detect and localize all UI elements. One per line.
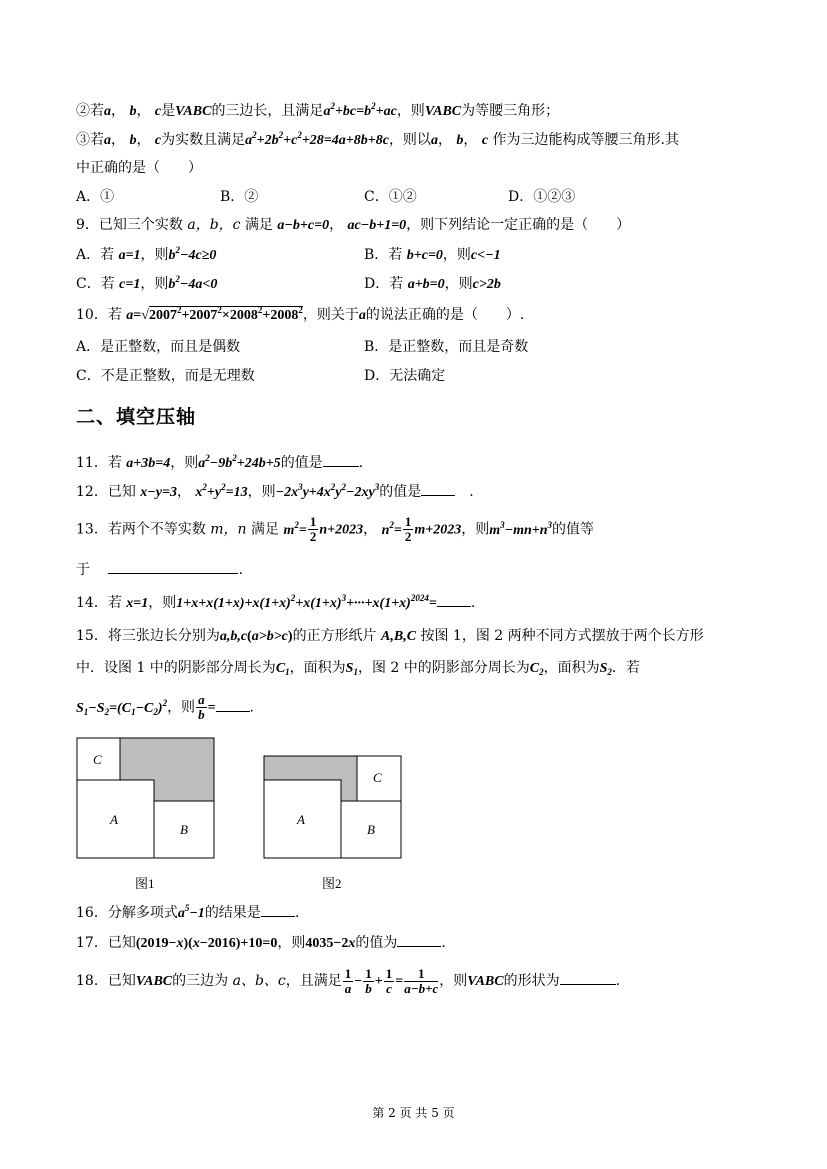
- q8-option-c: C．①②: [364, 189, 417, 205]
- q8-option-b: B．②: [220, 189, 259, 205]
- q8-option-d: D．①②③: [508, 189, 576, 205]
- question-15-line3: $S_1-S_2=(C_1-C_2)^2$，则 $\frac{a}{b}$ = .: [76, 692, 254, 722]
- q9-option-b: B．若 b+c=0，则c<−1: [364, 247, 501, 263]
- statement-3-cont: 中正确的是（ ）: [76, 160, 202, 176]
- question-17: 17．已知(2019−x)(x−2016)+10=0，则4035−2x的值为 .: [76, 932, 446, 953]
- page-footer: 第 2 页 共 5 页: [372, 1106, 455, 1120]
- q10-option-a: A．是正整数，而且是偶数: [76, 339, 241, 355]
- fig1-label-a: A: [110, 812, 118, 827]
- answer-blank[interactable]: [261, 902, 295, 917]
- question-11: 11．若 a+3b=4，则$a^2-9b^2+24b+5$的值是 .: [76, 453, 364, 471]
- question-12: 12．已知 x−y=3， $x^2+y^2=13$，则$-2x^3y+4x^2y^2-2xy^3$的值是 .: [76, 482, 474, 500]
- answer-blank[interactable]: [397, 932, 441, 947]
- fig1-label-b: B: [180, 822, 188, 837]
- question-10: 10．若 $a=√2007^2+2007^2\times 2008^2+2008^2$，则关于a的说法正确的是（ ）.: [76, 305, 525, 323]
- question-15: 15．将三张边长分别为a,b,c(a>b>c)的正方形纸片 A,B,C 按图 1，图 2 两种不同方式摆放于两个长方形: [76, 628, 704, 644]
- q8-option-a: A．①: [76, 189, 115, 205]
- statement-2: ②若a， b， c是VABC的三边长，且满足$a^2+bc=b^2+ac$，则VABC为等腰三角形；: [76, 101, 560, 119]
- question-13-cont: 于 .: [76, 559, 243, 579]
- question-9: 9．已知三个实数 a，b，c 满足 a−b+c=0， ac−b+1=0，则下列结论一定正确的是（ ）: [76, 217, 631, 233]
- question-15-line2: 中．设图 1 中的阴影部分周长为$C_1$，面积为$S_1$，图 2 中的阴影部分周长为$C_2$，面积为$S_2$．若: [76, 660, 640, 677]
- fig2-label-b: B: [367, 822, 375, 837]
- fig2-caption: 图2: [322, 876, 342, 891]
- q10-option-d: D．无法确定: [364, 368, 446, 384]
- fig1-caption: 图1: [135, 876, 155, 891]
- q9-option-a: A．若 a=1，则$b^2-4c\ge 0$: [76, 245, 217, 263]
- question-13: 13．若两个不等实数 m，n 满足 $m^2=$ $\frac{1}{2}$ n+2023， $n^2=$ $\frac{1}{2}$ m+2023，则$m^3-mn+n^3$的值等: [76, 514, 595, 544]
- fig2-label-a: A: [297, 812, 305, 827]
- section-heading: 二、填空压轴: [76, 406, 197, 428]
- q9-option-d: D．若 a+b=0，则c>2b: [364, 276, 501, 292]
- question-18: 18．已知VABC的三边为 a、b、c，且满足 $\frac{1}{a}$ − $\frac{1}{b}$ + $\frac{1}{c}$ = $\frac{1}{a-b+c}$ ，则VABC的形状为 .: [76, 965, 621, 996]
- fig2-label-c: C: [373, 770, 382, 785]
- question-16: 16．分解多项式$a^5-1$的结果是 .: [76, 903, 300, 921]
- q10-option-b: B．是正整数，而且是奇数: [364, 339, 529, 355]
- q10-option-c: C．不是正整数，而是无理数: [76, 368, 255, 384]
- q9-option-c: C．若 c=1，则$b^2-4a<0$: [76, 274, 218, 292]
- statement-3: ③若a， b， c为实数且满足$a^2+2b^2+c^2+28=4a+8b+8c$，则以a， b， c 作为三边能构成等腰三角形.其: [76, 130, 679, 148]
- question-14: 14．若 x=1，则$1+x+x(1+x)+x(1+x)^2+x(1+x)^3+\cdot\cdot\cdot+x(1+x)^{2024}=$ .: [76, 593, 476, 611]
- answer-blank[interactable]: [560, 970, 616, 985]
- fig1-label-c: C: [93, 752, 102, 767]
